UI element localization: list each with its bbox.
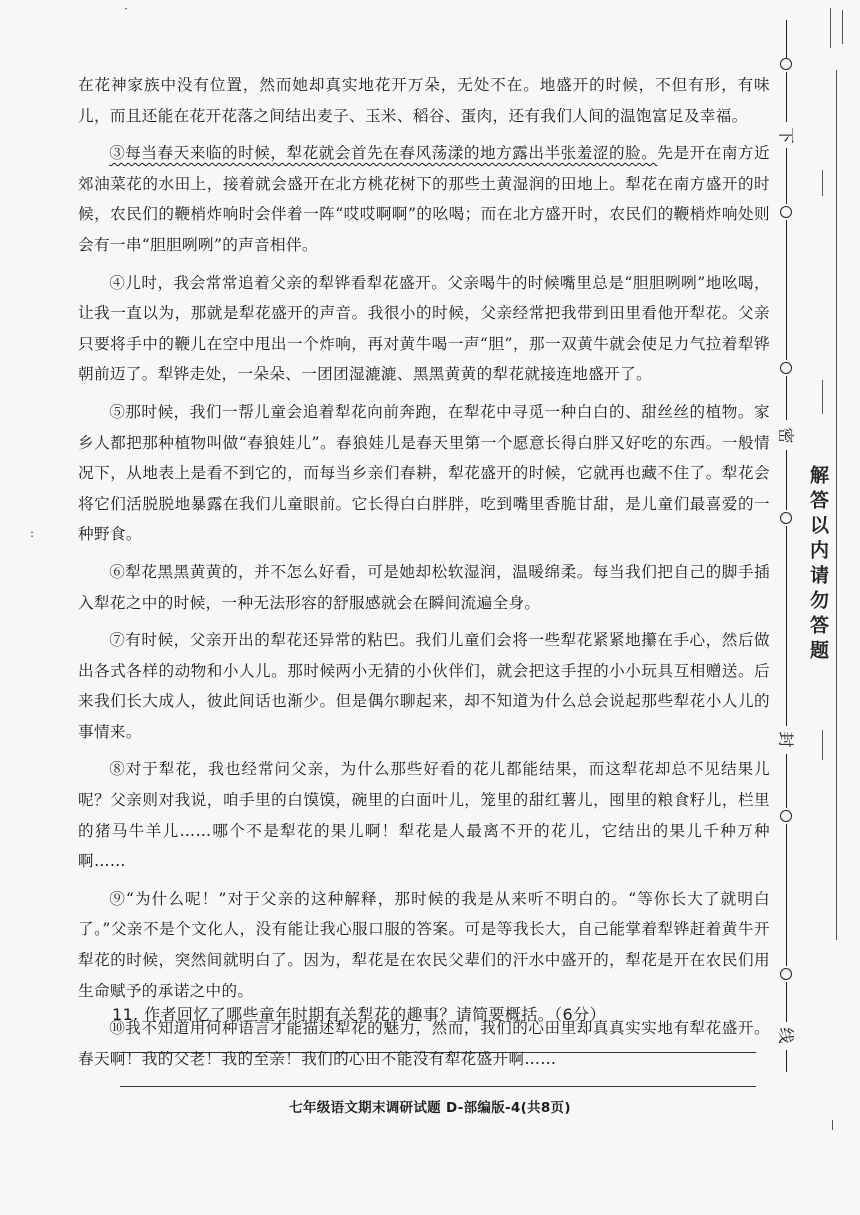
binding-line — [786, 982, 787, 1022]
passage-paragraph-3 — [78, 138, 770, 260]
binding-line — [786, 72, 787, 122]
question-11: 11. 作者回忆了哪些童年时期有关犁花的趣事？请简要概括。（6分） — [112, 1005, 606, 1024]
edge-tick — [822, 730, 823, 760]
binding-line — [786, 20, 787, 60]
page-edge-line — [836, 70, 837, 940]
passage-paragraph-6: ⑥犁花黑黑黄黄的，并不怎么好看，可是她却松软湿润，温暖绵柔。每当我们把自己的脚手插入犁花之中的时候，一种无法形容的舒服感就会在瞬间流遍全身。 — [78, 562, 770, 612]
edge-tick — [842, 10, 843, 44]
answer-line[interactable] — [120, 1086, 756, 1087]
binding-circle — [780, 58, 792, 70]
scan-dot: : — [30, 526, 35, 540]
passage-paragraph-5: ⑤那时候，我们一帮儿童会追着犁花向前奔跑，在犁花中寻觅一种白白的、甜丝丝的植物。家乡人都把那种植物叫做“春狼娃儿”。春狼娃儿是春天里第一个愿意长得白胖又好吃的东西。一般情况下，从地表上是看不到它的，而每当乡亲们春耕，犁花盛开的时候，它就再也藏不住了。犁花会将它们活脱脱地暴露在我们儿童眼前。它长得白白胖胖，吃到嘴里香脆甘甜，是儿童们最喜爱的一种野食。 — [78, 402, 770, 544]
passage-paragraph-8: ⑧对于犁花，我也经常问父亲，为什么那些好看的花儿都能结果，而这犁花却总不见结果儿呢？父亲则对我说，咱手里的白馍馍，碗里的白面叶儿，笼里的甜红薯儿，囤里的粮食籽儿，栏里的猪马牛羊儿……哪个不是犁花的果儿啊！犁花是人最离不开的花儿，它结出的果儿千种万种啊…… — [78, 760, 770, 871]
binding-circle — [780, 206, 792, 218]
binding-line — [786, 220, 787, 360]
edge-tick — [822, 170, 823, 196]
answer-line[interactable] — [120, 1052, 756, 1053]
edge-tick — [832, 1120, 833, 1130]
edge-tick — [822, 380, 823, 414]
binding-line — [786, 376, 787, 420]
binding-line — [786, 754, 787, 808]
underlined-sentence: ③每当春天来临的时候，犁花就会首先在春风荡漾的地方露出半张羞涩的脸。 — [109, 144, 658, 163]
binding-circle — [780, 810, 792, 822]
reading-passage — [78, 70, 770, 1081]
passage-paragraph-4: ④儿时，我会常常追着父亲的犁铧看犁花盛开。父亲喝牛的时候嘴里总是“胆胆咧咧”地吆喝，让我一直以为，那就是犁花盛开的声音。我很小的时候，父亲经常把我带到田里看他开犁花。父亲只要将手中的鞭儿在空中甩出一个炸响，再对黄牛喝一声“胆”，那一双黄牛就会使足力气拉着犁铧朝前迈了。犁铧走处，一朵朵、一团团湿漉漉、黑黑黄黄的犁花就接连地盛开了。 — [78, 273, 770, 384]
binding-line — [786, 1050, 787, 1072]
scan-dot: · — [124, 2, 128, 16]
paragraph-3-rest: 先是开在南方近郊油菜花的水田上，接着就会盛开在北方桃花树下的那些土黄湿润的田地上。犁花在南方盛开的时候，农民们的鞭梢炸响时会伴着一阵“哎哎啊啊”的吆喝；而在北方盛开时，农民们的鞭梢炸响处则会有一串“胆胆咧咧”的声音相伴。 — [78, 144, 771, 254]
binding-line — [786, 148, 787, 204]
binding-circle — [780, 512, 792, 524]
passage-paragraph-10: ⑩我不知道用何种语言才能描述犁花的魅力，然而，我们的心田里却真真实实地有犁花盛开。春天啊！我的父老！我的至亲！我们的心田不能没有犁花盛开啊…… — [78, 1019, 770, 1068]
passage-paragraph-9: ⑨“为什么呢！”对于父亲的这种解释，那时候的我是从来听不明白的。“等你长大了就明白了。”父亲不是个文化人，没有能让我心服口服的答案。可是等我长大，自己能掌着犁铧赶着黄牛开犁花的时候，突然间就明白了。因为，犁花是在农民父辈们的汗水中盛开的，犁花是开在农民们用生命赋予的承诺之中的。 — [78, 889, 770, 1000]
passage-paragraph-2: 在花神家族中没有位置，然而她却真实地花开万朵，无处不在。地盛开的时候，不但有形，有味儿，而且还能在花开花落之间结出麦子、玉米、稻谷、蛋肉，还有我们人间的温饱富足及幸福。 — [78, 76, 770, 125]
binding-line — [786, 450, 787, 510]
binding-char-bottom: 线 — [776, 1027, 796, 1044]
page-footer: 七年级语文期末调研试题 D-部编版-4(共8页) — [289, 1100, 571, 1116]
edge-tick — [830, 8, 831, 48]
binding-line — [786, 526, 787, 726]
passage-paragraph-7: ⑦有时候，父亲开出的犁花还异常的粘巴。我们儿童们会将一些犁花紧紧地攥在手心，然后做出各式各样的动物和小人儿。那时候两小无猜的小伙伴们，就会把这手捏的小小玩具互相赠送。后来我们长大成人，彼此间话也渐少。但是偶尔聊起来，却不知道为什么总会说起那些犁花小人儿的事情来。 — [78, 631, 770, 741]
binding-warning-note: 解答以内请勿答题 — [807, 465, 829, 665]
binding-char-mid1: 密 — [776, 427, 796, 444]
binding-line — [786, 824, 787, 966]
binding-char-top: 下 — [776, 127, 796, 144]
binding-circle — [780, 362, 792, 374]
binding-char-mid2: 封 — [776, 731, 796, 748]
binding-circle — [780, 968, 792, 980]
